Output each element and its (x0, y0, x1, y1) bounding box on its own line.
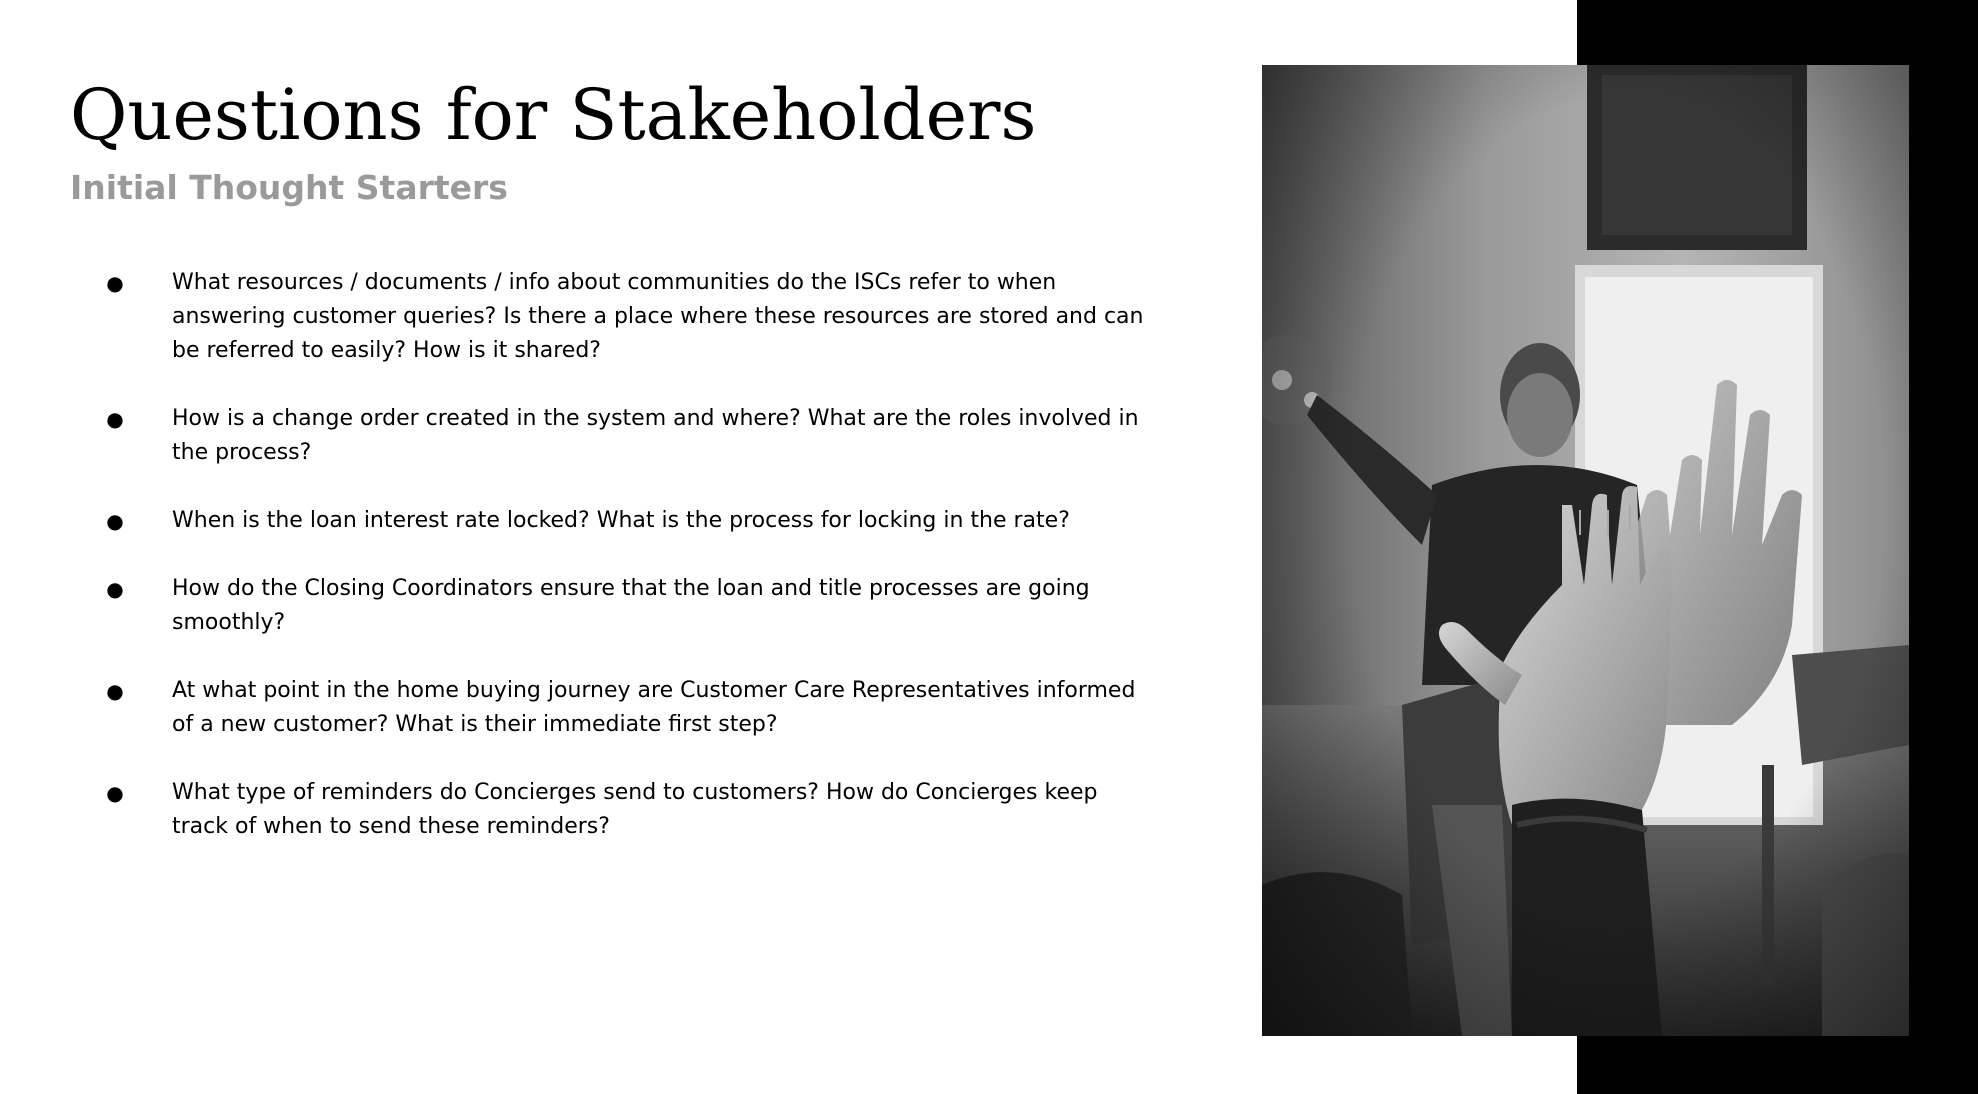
question-item (105, 572, 1145, 640)
question-text: When is the loan interest rate locked? What is the process for locking in the rate? (172, 508, 1070, 533)
question-item (105, 504, 1145, 538)
bullet-icon: ● (106, 781, 124, 805)
bullet-icon: ● (106, 271, 124, 295)
question-text: What type of reminders do Concierges send to customers? How do Concierges keep track of when to send these reminders? (172, 780, 1098, 839)
question-item (105, 776, 1145, 844)
bullet-icon: ● (106, 509, 124, 533)
slide-subtitle: Initial Thought Starters (70, 168, 508, 207)
bullet-icon: ● (106, 577, 124, 601)
question-item (105, 674, 1145, 742)
question-text: At what point in the home buying journey are Customer Care Representatives informed of a new customer? What is their immediate first step? (172, 678, 1136, 737)
question-text: How do the Closing Coordinators ensure that the loan and title processes are going smoothly? (172, 576, 1090, 635)
question-list (105, 266, 1145, 878)
slide-title: Questions for Stakeholders (70, 74, 1037, 156)
question-text: What resources / documents / info about communities do the ISCs refer to when answering customer queries? Is there a place where these resources are stored and can be referred to easily? How is it shared? (172, 270, 1144, 363)
question-text: How is a change order created in the system and where? What are the roles involved in the process? (172, 406, 1139, 465)
raised-hands-illustration (1262, 65, 1909, 1036)
question-item (105, 266, 1145, 368)
raised-hands-photo (1262, 65, 1909, 1036)
question-item (105, 402, 1145, 470)
bullet-icon: ● (106, 679, 124, 703)
bullet-icon: ● (106, 407, 124, 431)
